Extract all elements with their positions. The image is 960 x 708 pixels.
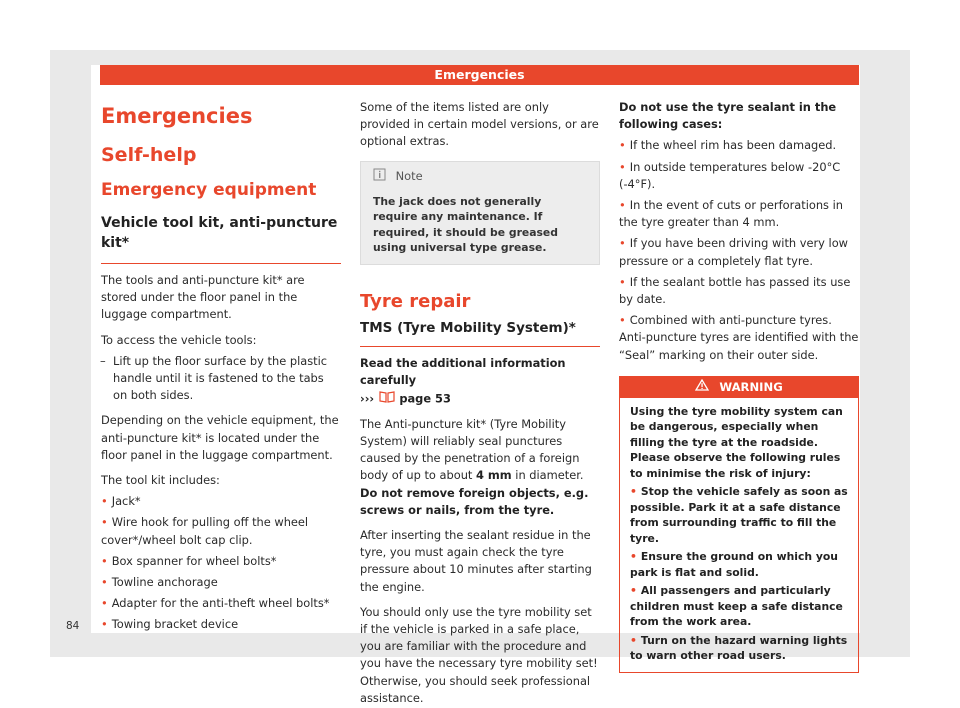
list-item: • If you have been driving with very low pressure or a completely flat tyre. (619, 236, 848, 268)
column-3 (619, 95, 859, 673)
bullet-icon: • (619, 138, 626, 153)
warning-list-item: • Ensure the ground on which you park is flat and solid. (630, 550, 838, 579)
step-item (101, 353, 341, 405)
read-arrow: ››› (360, 391, 375, 406)
list-item: • In outside temperatures below -20°C (-4°F). (619, 159, 841, 191)
warning-list-item: • Turn on the hazard warning lights to warn other road users. (630, 633, 848, 663)
list-item: • Towline anchorage (101, 575, 218, 590)
list-item: • Combined with anti-puncture tyres. Anti-puncture tyres are identified with the “Seal” marking on their outer side. (619, 313, 859, 362)
list-item: • If the sealant bottle has passed its use by date. (619, 274, 851, 307)
bullet-icon: • (630, 584, 637, 598)
warning-header (620, 377, 858, 398)
list-item: • Box spanner for wheel bolts* (101, 553, 277, 568)
note-text: The jack does not generally require any maintenance. If required, it should be greased using universal type grease. (373, 194, 558, 255)
bullet-icon: • (619, 274, 626, 289)
dash-marker: – (100, 353, 106, 368)
warning-label: WARNING (719, 379, 783, 394)
paragraph-use-only: You should only use the tyre mobility set if the vehicle is parked in a safe place, you are familiar with the procedure and you have the necessary tyre mobility set! Otherwise, you should seek professional assistance. (360, 604, 598, 705)
list-item: • In the event of cuts or perforations in the tyre greater than 4 mm. (619, 198, 843, 230)
note-header (361, 162, 599, 190)
heading-self-help: Self-help (101, 144, 197, 166)
list-item: • Wire hook for pulling off the wheel cover*/wheel bolt cap clip. (101, 515, 309, 547)
bullet-icon: • (619, 313, 626, 328)
warning-list-item: • Stop the vehicle safely as soon as possible. Park it at a safe distance from surrounding traffic to fill the tyre. (630, 485, 848, 545)
list-item: • Towing bracket device (101, 617, 239, 632)
bullet-icon: • (101, 553, 108, 568)
cases-list (619, 137, 859, 363)
bullet-icon: • (101, 575, 108, 590)
warning-list-item: • All passengers and particularly children must keep a safe distance from the work area. (630, 584, 843, 629)
bullet-icon: • (619, 159, 626, 174)
chapter-header-title: Emergencies (434, 67, 525, 82)
list-item: • If the wheel rim has been damaged. (619, 138, 837, 153)
bullet-icon: • (619, 236, 626, 251)
page-number: 84 (66, 620, 80, 632)
warning-box (619, 376, 859, 673)
bullet-icon: • (101, 515, 108, 530)
paragraph-kit-includes: The tool kit includes: (101, 473, 220, 488)
heading-tyre-repair: Tyre repair (360, 290, 471, 312)
book-icon (378, 390, 396, 408)
note-box (360, 161, 600, 265)
heading-vehicle-tool-kit: Vehicle tool kit, anti-puncture kit* (101, 213, 341, 264)
tool-list (101, 493, 341, 633)
bullet-icon: • (101, 617, 108, 632)
heading-do-not-use: Do not use the tyre sealant in the following cases: (619, 100, 837, 132)
info-icon (373, 168, 386, 186)
bullet-icon: • (619, 198, 626, 213)
bullet-icon: • (630, 550, 637, 564)
bullet-icon: • (101, 494, 108, 509)
warning-body (620, 398, 858, 672)
chapter-header-bar (100, 65, 859, 85)
bullet-icon: • (101, 596, 108, 611)
warning-intro: Using the tyre mobility system can be dangerous, especially when filling the tyre at the roadside. Please observe the following rules to minimise the risk of injury: (630, 404, 843, 480)
paragraph-location: Depending on the vehicle equipment, the anti-puncture kit* is located under the floor panel in the luggage compartment. (101, 413, 339, 462)
warning-icon (695, 377, 709, 398)
paragraph-storage: The tools and anti-puncture kit* are stored under the floor panel in the luggage compartment. (101, 273, 305, 322)
paragraph-anti-puncture: The Anti-puncture kit* (Tyre Mobility System) will reliably seal punctures caused by the penetration of a foreign body of up to about 4 mm in diameter. Do not remove foreign objects, e.g. screws or nails, from the tyre. (360, 416, 589, 517)
list-item: • Adapter for the anti-theft wheel bolts* (101, 596, 330, 611)
paragraph-access: To access the vehicle tools: (101, 332, 257, 347)
heading-tms: TMS (Tyre Mobility System)* (360, 320, 600, 347)
note-label: Note (395, 169, 423, 184)
step-text: Lift up the floor surface by the plastic handle until it is fastened to the tabs on both sides. (113, 353, 328, 403)
bullet-icon: • (630, 485, 637, 499)
bullet-icon: • (630, 633, 637, 647)
column-2 (360, 95, 600, 707)
read-info-paragraph (360, 355, 600, 408)
page-reference-link[interactable]: page 53 (399, 391, 451, 406)
heading-emergency-equipment: Emergency equipment (101, 180, 317, 200)
column-1 (101, 95, 341, 634)
heading-emergencies: Emergencies (101, 104, 253, 128)
list-item: • Jack* (101, 494, 141, 509)
paragraph-optional-items: Some of the items listed are only provided in certain model versions, or are optional extras. (360, 100, 599, 149)
paragraph-after-inserting: After inserting the sealant residue in the tyre, you must again check the tyre pressure about 10 minutes after starting the engine. (360, 528, 592, 594)
read-info-bold: Read the additional information carefully (360, 356, 566, 388)
